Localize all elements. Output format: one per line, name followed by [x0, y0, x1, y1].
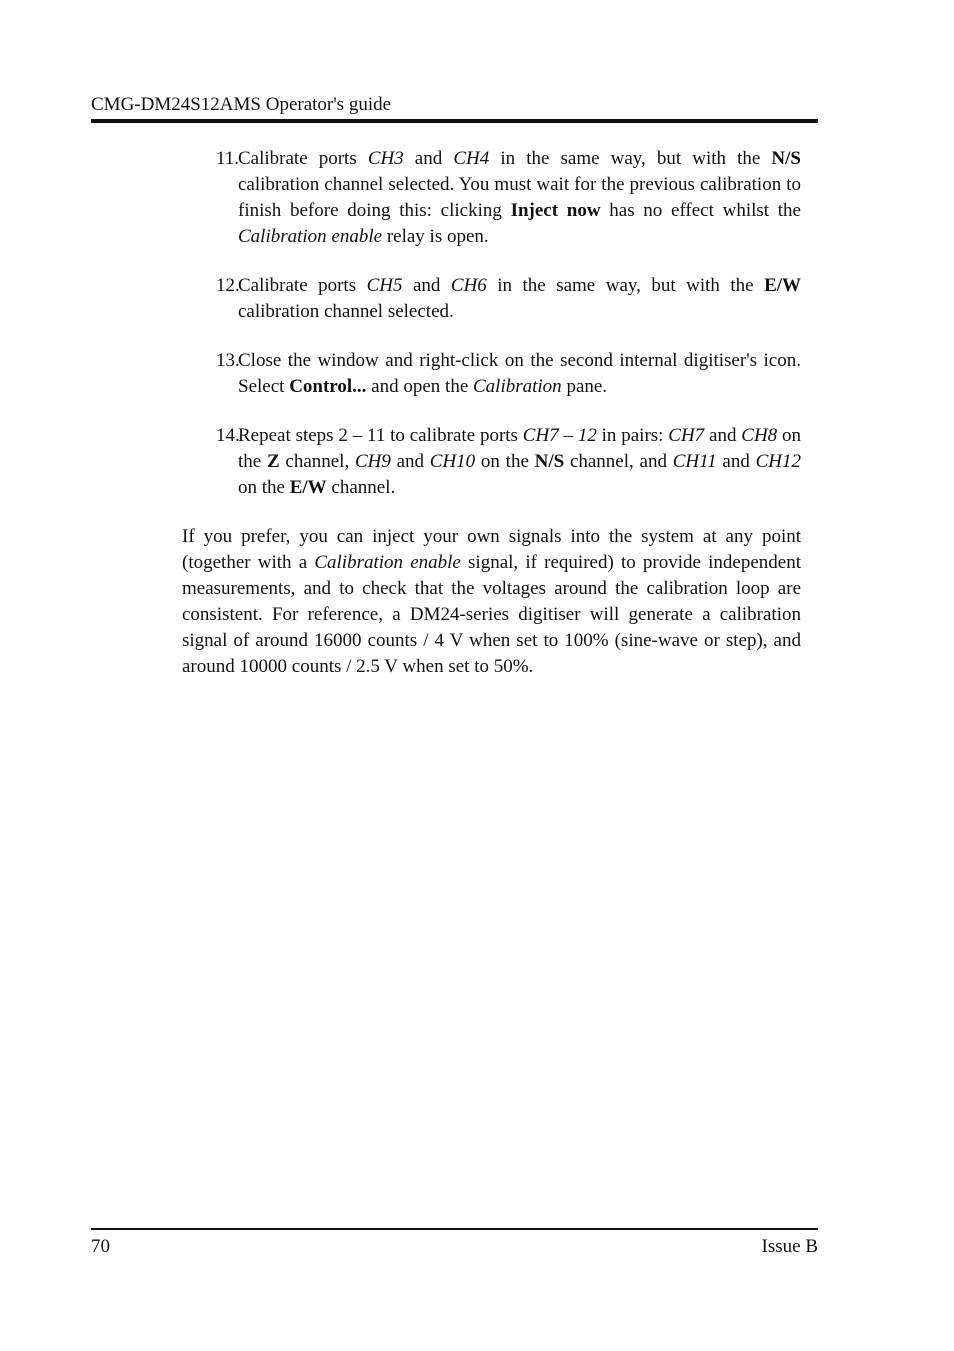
channel-name: E/W — [289, 477, 327, 498]
item-text: channel, — [279, 451, 355, 472]
item-text: Calibrate ports — [238, 148, 368, 169]
pane-name: Calibration — [473, 376, 562, 397]
port-name: CH12 — [755, 451, 801, 472]
item-text: channel, and — [564, 451, 673, 472]
list-item-12 — [182, 273, 801, 325]
header-rule — [91, 119, 818, 123]
port-name: CH11 — [672, 451, 717, 472]
paragraph-text: signal, if required) to provide independent measurements, and to check that the voltages around the calibration loop are consistent. For reference, a DM24-series digitiser will generate a calibration signal of around 16000 counts / 4 V when set to 100% (sine-wave or step), and around 10000 counts / 2.5 V when set to 50%. — [182, 552, 801, 677]
paragraph-text: If you prefer, you can inject your own signals into the system at any point (together with a — [182, 526, 801, 573]
port-name: CH5 — [366, 275, 403, 296]
item-text: and — [716, 451, 756, 472]
port-name: CH6 — [450, 275, 487, 296]
item-text: and open the — [366, 376, 473, 397]
issue-label: Issue B — [761, 1236, 818, 1257]
item-text: Repeat steps 2 – 11 to calibrate ports — [238, 425, 523, 446]
list-item-11 — [182, 146, 801, 250]
port-name: CH4 — [453, 148, 490, 169]
item-text: channel. — [326, 477, 396, 498]
item-text: in the same way, but with the — [486, 275, 765, 296]
menu-name: Control... — [289, 376, 367, 397]
item-number: 14. — [216, 425, 240, 446]
item-text: in the same way, but with the — [489, 148, 772, 169]
port-name: CH7 — [668, 425, 705, 446]
page-body — [182, 146, 801, 699]
item-number: 12. — [216, 275, 240, 296]
channel-name: Z — [266, 451, 280, 472]
channel-name: N/S — [534, 451, 565, 472]
item-text: pane. — [561, 376, 608, 397]
signal-name: Calibration enable — [314, 552, 461, 573]
port-name: CH9 — [354, 451, 391, 472]
item-text: calibration channel selected. You must wait for the previous calibration to finish before doing this: clicking — [238, 174, 801, 221]
port-name: CH10 — [429, 451, 476, 472]
item-text: has no effect whilst the — [600, 200, 801, 221]
button-name: Inject now — [510, 200, 601, 221]
item-number: 13. — [216, 350, 240, 371]
port-range: CH7 – 12 — [522, 425, 597, 446]
list-item-13 — [182, 348, 801, 400]
item-text: in pairs: — [596, 425, 669, 446]
list-item-14 — [182, 423, 801, 501]
channel-name: E/W — [764, 275, 802, 296]
item-text: Close the window and right-click on the second internal digitiser's icon. Select — [238, 350, 801, 397]
running-header-title: CMG-DM24S12AMS Operator's guide — [91, 94, 392, 115]
port-name: CH3 — [367, 148, 404, 169]
item-number: 11. — [216, 148, 240, 169]
item-text: Calibrate ports — [238, 275, 367, 296]
item-text: on the — [238, 425, 801, 472]
item-text: and — [704, 425, 742, 446]
relay-name: Calibration enable — [238, 226, 383, 247]
item-text: and — [390, 451, 430, 472]
channel-name: N/S — [771, 148, 801, 169]
item-text: relay is open. — [382, 226, 489, 247]
item-text: on the — [238, 477, 290, 498]
item-text: on the — [475, 451, 535, 472]
page-number: 70 — [91, 1236, 110, 1257]
footer-rule — [91, 1228, 818, 1230]
body-paragraph — [182, 524, 801, 680]
item-text: calibration channel selected. — [238, 301, 454, 322]
item-text: and — [402, 275, 451, 296]
item-text: and — [403, 148, 454, 169]
port-name: CH8 — [741, 425, 778, 446]
